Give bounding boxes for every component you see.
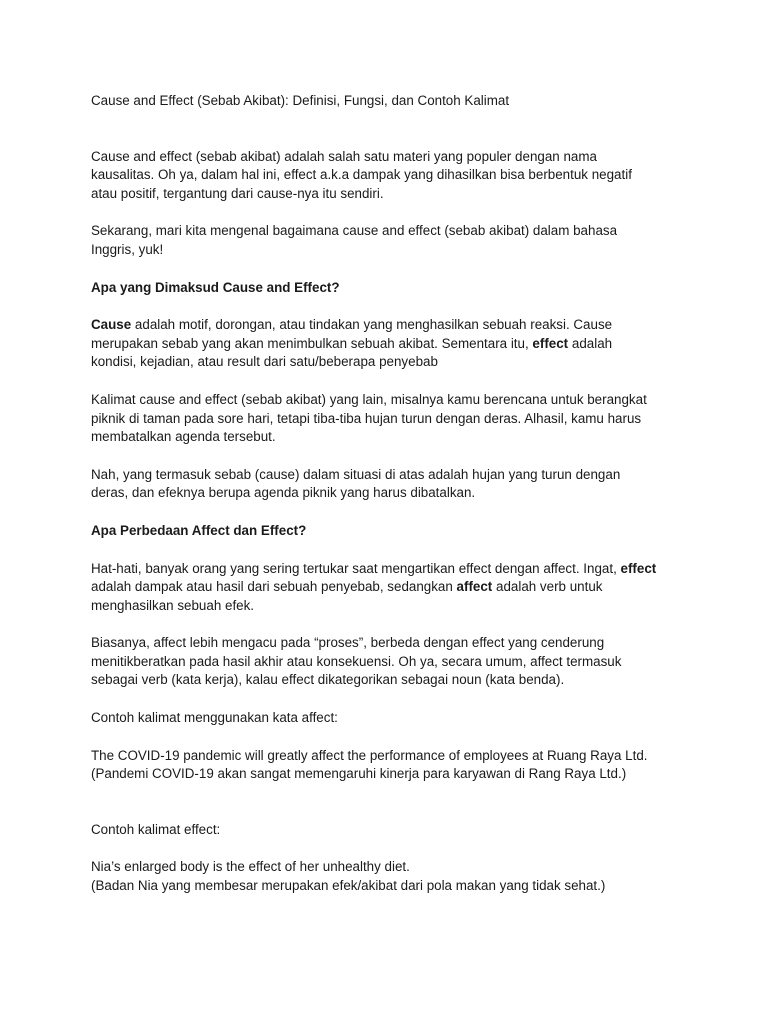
intro-paragraph-2: Sekarang, mari kita mengenal bagaimana cause and effect (sebab akibat) dalam bahasa Inggris, yuk! xyxy=(91,223,618,257)
affect-example-label: Contoh kalimat menggunakan kata affect: xyxy=(91,710,338,726)
warning-text-c: adalah verb untuk menghasilkan sebuah efek. xyxy=(91,579,603,613)
usage-paragraph: Biasanya, affect lebih mengacu pada “proses”, berbeda dengan effect yang cenderung menitikberatkan pada hasil akhir atau konsekuensi. Oh ya, secara umum, affect termasuk sebagai verb (kata kerja), kalau effect dikategorikan sebagai noun (kata benda). xyxy=(91,635,622,688)
term-effect-2: effect xyxy=(620,560,657,576)
warning-paragraph xyxy=(91,560,691,616)
explanation-paragraph: Nah, yang termasuk sebab (cause) dalam situasi di atas adalah hujan yang turun dengan deras, dan efeknya berupa agenda piknik yang harus dibatalkan. xyxy=(91,466,621,501)
effect-example-label: Contoh kalimat effect: xyxy=(91,821,221,837)
affect-example: The COVID-19 pandemic will greatly affect the performance of employees at Ruang Raya Ltd. (Pandemi COVID-19 akan sangat memengaruhi kinerja para karyawan di Rang Raya Ltd.) xyxy=(91,747,648,782)
definition-paragraph xyxy=(91,316,691,372)
section-heading-affect-effect: Apa Perbedaan Affect dan Effect? xyxy=(91,522,307,538)
intro-paragraph: Cause and effect (sebab akibat) adalah salah satu materi yang populer dengan nama kausalitas. Oh ya, dalam hal ini, effect a.k.a dampak yang dihasilkan bisa berbentuk negatif atau positif, tergantung dari cause-nya itu sendiri. xyxy=(91,148,632,201)
document-title: Cause and Effect (Sebab Akibat): Definisi, Fungsi, dan Contoh Kalimat xyxy=(91,93,510,108)
example-paragraph: Kalimat cause and effect (sebab akibat) yang lain, misalnya kamu berencana untuk berangkat piknik di taman pada sore hari, tetapi tiba-tiba hujan turun dengan deras. Alhasil, kamu harus membatalkan agenda tersebut. xyxy=(91,391,647,445)
term-effect: effect xyxy=(532,335,569,351)
document-page xyxy=(91,92,691,896)
definition-text-a: adalah motif, dorongan, atau tindakan yang menghasilkan sebuah reaksi. Cause merupakan sebab yang akan menimbulkan sebuah akibat. Sementara itu, xyxy=(91,317,613,351)
section-heading-cause-effect: Apa yang Dimaksud Cause and Effect? xyxy=(91,279,340,295)
warning-text-a: Hat-hati, banyak orang yang sering tertukar saat mengartikan effect dengan affect. Ingat, xyxy=(91,560,621,576)
definition-text-b: adalah kondisi, kejadian, atau result dari satu/beberapa penyebab xyxy=(91,335,613,370)
term-cause: Cause xyxy=(91,317,132,333)
term-affect: affect xyxy=(456,579,493,595)
warning-text-b: adalah dampak atau hasil dari sebuah penyebab, sedangkan xyxy=(91,579,453,595)
effect-example: Nia’s enlarged body is the effect of her unhealthy diet. (Badan Nia yang membesar merupakan efek/akibat dari pola makan yang tidak sehat.) xyxy=(91,859,606,894)
